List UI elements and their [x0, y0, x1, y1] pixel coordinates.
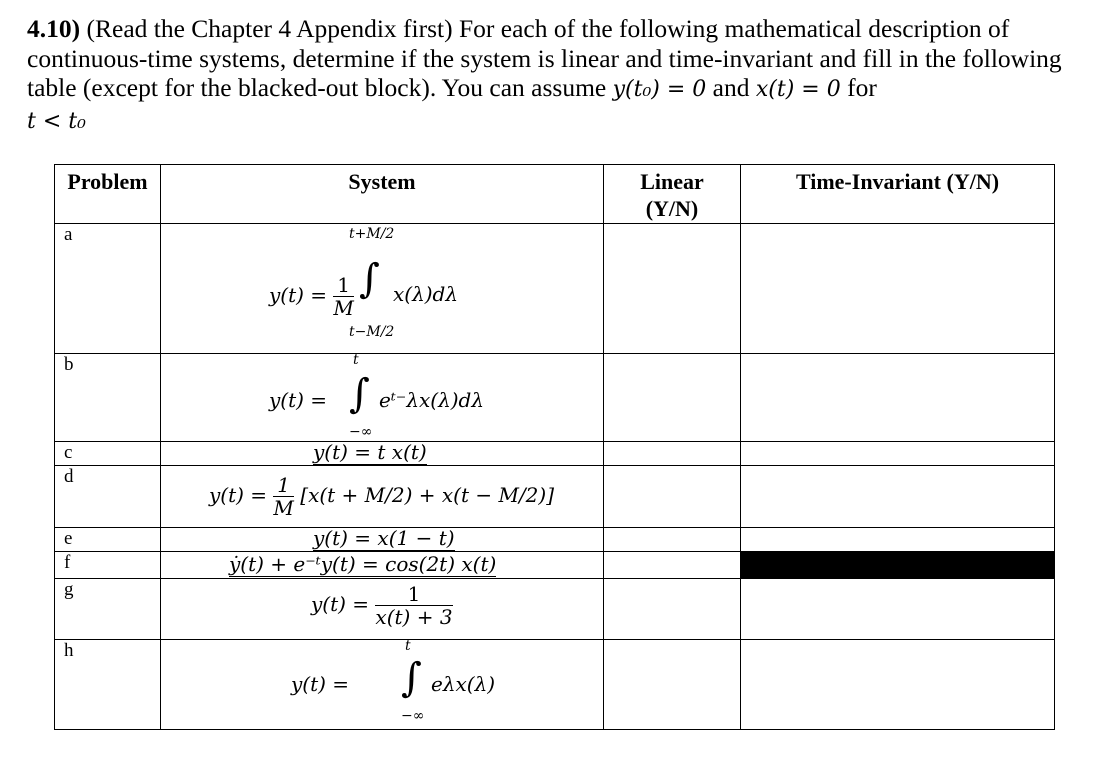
linear-answer-cell[interactable] [604, 640, 741, 730]
equation-g [311, 583, 453, 628]
ti-answer-cell[interactable] [741, 442, 1055, 466]
table-row [55, 528, 1055, 552]
lti-table [54, 164, 1055, 730]
linear-answer-cell[interactable] [604, 528, 741, 552]
linear-answer-cell[interactable] [604, 552, 741, 579]
integral-sign: ∫ [349, 371, 370, 417]
table-header-row [55, 165, 1055, 224]
table-row [55, 442, 1055, 466]
equation-lhs: y(t) = [311, 592, 370, 616]
system-cell-b [161, 354, 604, 442]
for-text: for [847, 73, 877, 102]
equation-a [269, 274, 354, 319]
linear-answer-cell[interactable] [604, 354, 741, 442]
fraction-numerator: 1 [375, 583, 452, 606]
header-problem: Problem [55, 165, 161, 224]
integral-sign: ∫ [401, 655, 422, 701]
ti-answer-cell[interactable] [741, 640, 1055, 730]
upper-limit: t [353, 352, 359, 368]
equation-c: y(t) = t x(t) [313, 440, 427, 464]
equation-d [209, 474, 554, 519]
fraction [333, 274, 353, 319]
ti-answer-cell[interactable] [741, 528, 1055, 552]
linear-answer-cell[interactable] [604, 442, 741, 466]
table-row [55, 224, 1055, 354]
row-label: f [55, 552, 161, 579]
condition-t: t < t₀ [27, 108, 86, 134]
fraction [273, 474, 293, 519]
system-cell-e [161, 528, 604, 552]
equation-f: ẏ(t) + e⁻ᵗy(t) = cos(2t) x(t) [229, 552, 497, 576]
blacked-out-cell [741, 552, 1055, 579]
linear-answer-cell[interactable] [604, 466, 741, 528]
fraction-numerator: 1 [273, 474, 293, 497]
and-text: and [712, 73, 750, 102]
upper-limit: t [405, 638, 411, 654]
equation-e: y(t) = x(1 − t) [313, 526, 455, 550]
condition-y: y(t₀) = 0 [612, 77, 707, 102]
ti-answer-cell[interactable] [741, 354, 1055, 442]
fraction-numerator: 1 [333, 274, 353, 297]
condition-x: x(t) = 0 [755, 77, 841, 102]
table-row [55, 640, 1055, 730]
lower-limit: t−M/2 [349, 324, 395, 340]
row-label: a [55, 224, 161, 354]
fraction-denominator: M [333, 296, 354, 320]
row-label: d [55, 466, 161, 528]
problem-number: 4.10) [27, 14, 81, 43]
equation-lhs: y(t) = [269, 283, 328, 307]
fraction [375, 583, 452, 628]
system-cell-g [161, 579, 604, 640]
problem-statement [27, 14, 1102, 136]
table-row [55, 354, 1055, 442]
row-label: h [55, 640, 161, 730]
system-cell-c [161, 442, 604, 466]
header-time-invariant: Time-Invariant (Y/N) [741, 165, 1055, 224]
row-label: e [55, 528, 161, 552]
row-label: b [55, 354, 161, 442]
system-cell-d [161, 466, 604, 528]
header-linear-sub: (Y/N) [645, 196, 699, 221]
equation-lhs: y(t) = [209, 483, 268, 507]
table-row [55, 466, 1055, 528]
integrand: eλx(λ) [431, 672, 496, 696]
header-linear-label: Linear [640, 169, 704, 194]
integrand: x(λ)dλ [393, 282, 459, 306]
fraction-denominator: x(t) + 3 [375, 605, 453, 629]
system-cell-f [161, 552, 604, 579]
row-label: c [55, 442, 161, 466]
ti-answer-cell[interactable] [741, 466, 1055, 528]
fraction-denominator: M [273, 496, 294, 520]
header-linear [604, 165, 741, 224]
equation-body: [x(t + M/2) + x(t − M/2)] [300, 483, 555, 507]
header-system: System [161, 165, 604, 224]
row-label: g [55, 579, 161, 640]
linear-answer-cell[interactable] [604, 224, 741, 354]
table-row [55, 552, 1055, 579]
lower-limit: −∞ [401, 708, 425, 724]
linear-answer-cell[interactable] [604, 579, 741, 640]
system-cell-h [161, 640, 604, 730]
upper-limit: t+M/2 [349, 226, 395, 242]
ti-answer-cell[interactable] [741, 579, 1055, 640]
lower-limit: −∞ [349, 424, 373, 440]
integrand: eᵗ⁻λx(λ)dλ [379, 388, 485, 412]
integral-sign: ∫ [359, 256, 380, 302]
ti-answer-cell[interactable] [741, 224, 1055, 354]
problem-intro: (Read the Chapter 4 Appendix first) For each of the following mathematical description of continuous-time systems, determine if the system is linear and time-invariant and fill in the following table (except for the blacked-out block). You can assume [27, 14, 1062, 102]
equation-lhs: y(t) = [291, 672, 350, 696]
system-cell-a [161, 224, 604, 354]
table-row [55, 579, 1055, 640]
equation-lhs: y(t) = [269, 388, 328, 412]
